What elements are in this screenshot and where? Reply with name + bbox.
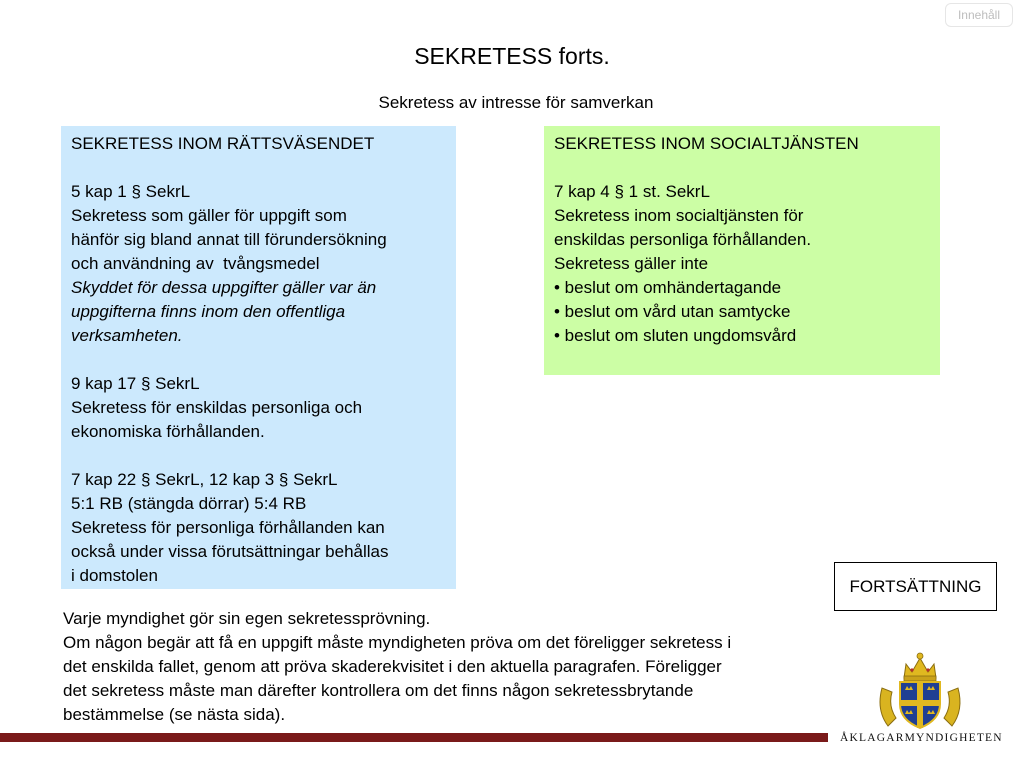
text-line: också under vissa förutsättningar behållas	[71, 542, 389, 561]
text-line: • beslut om vård utan samtycke	[554, 302, 791, 321]
text-line: Om någon begär att få en uppgift måste myndigheten pröva om det föreligger sekretess i	[63, 633, 732, 652]
text-line: Varje myndighet gör sin egen sekretessprövning.	[63, 609, 431, 628]
slide-title: SEKRETESS forts.	[414, 43, 610, 69]
slide-subtitle: Sekretess av intresse för samverkan	[378, 93, 654, 112]
text-line: och användning av tvångsmedel	[71, 254, 320, 273]
footer-paragraph	[63, 607, 853, 727]
text-line	[71, 444, 446, 468]
text-line: Sekretess gäller inte	[554, 254, 709, 273]
agency-name: ÅKLAGARMYNDIGHETEN	[840, 732, 1003, 744]
text-line: • beslut om omhändertagande	[554, 278, 782, 297]
justice-secrecy-box	[61, 126, 456, 589]
text-line: det enskilda fallet, genom att pröva skaderekvisitet i den aktuella paragrafen. Föreligger	[63, 657, 722, 676]
text-line: Sekretess som gäller för uppgift som	[71, 206, 347, 225]
text-line: verksamheten.	[71, 326, 183, 345]
text-line: SEKRETESS INOM RÄTTSVÄSENDET	[71, 134, 375, 153]
text-line: enskildas personliga förhållanden.	[554, 230, 812, 249]
text-line: 9 kap 17 § SekrL	[71, 374, 200, 393]
text-line: Sekretess inom socialtjänsten för	[554, 206, 804, 225]
text-line	[71, 156, 446, 180]
text-line: SEKRETESS INOM SOCIALTJÄNSTEN	[554, 134, 859, 153]
social-secrecy-box	[544, 126, 940, 375]
text-line: 7 kap 22 § SekrL, 12 kap 3 § SekrL	[71, 470, 338, 489]
text-line: hänför sig bland annat till förundersökning	[71, 230, 387, 249]
text-line: 5:1 RB (stängda dörrar) 5:4 RB	[71, 494, 307, 513]
footer-bar	[0, 733, 828, 742]
text-line: Skyddet för dessa uppgifter gäller var än	[71, 278, 377, 297]
continue-button[interactable]: FORTSÄTTNING	[834, 562, 997, 611]
text-line: Sekretess för enskildas personliga och	[71, 398, 363, 417]
text-line: 7 kap 4 § 1 st. SekrL	[554, 182, 710, 201]
text-line: bestämmelse (se nästa sida).	[63, 705, 286, 724]
text-line: Sekretess för personliga förhållanden kan	[71, 518, 385, 537]
contents-button[interactable]: Innehåll	[945, 3, 1013, 27]
text-line	[71, 348, 446, 372]
text-line: • beslut om sluten ungdomsvård	[554, 326, 797, 345]
text-line: ekonomiska förhållanden.	[71, 422, 265, 441]
coat-of-arms-icon	[874, 648, 966, 732]
text-line: uppgifterna finns inom den offentliga	[71, 302, 346, 321]
text-line: det sekretess måste man därefter kontrollera om det finns någon sekretessbrytande	[63, 681, 694, 700]
text-line	[554, 156, 930, 180]
agency-logo	[840, 648, 1003, 748]
text-line: i domstolen	[71, 566, 158, 585]
text-line: 5 kap 1 § SekrL	[71, 182, 191, 201]
